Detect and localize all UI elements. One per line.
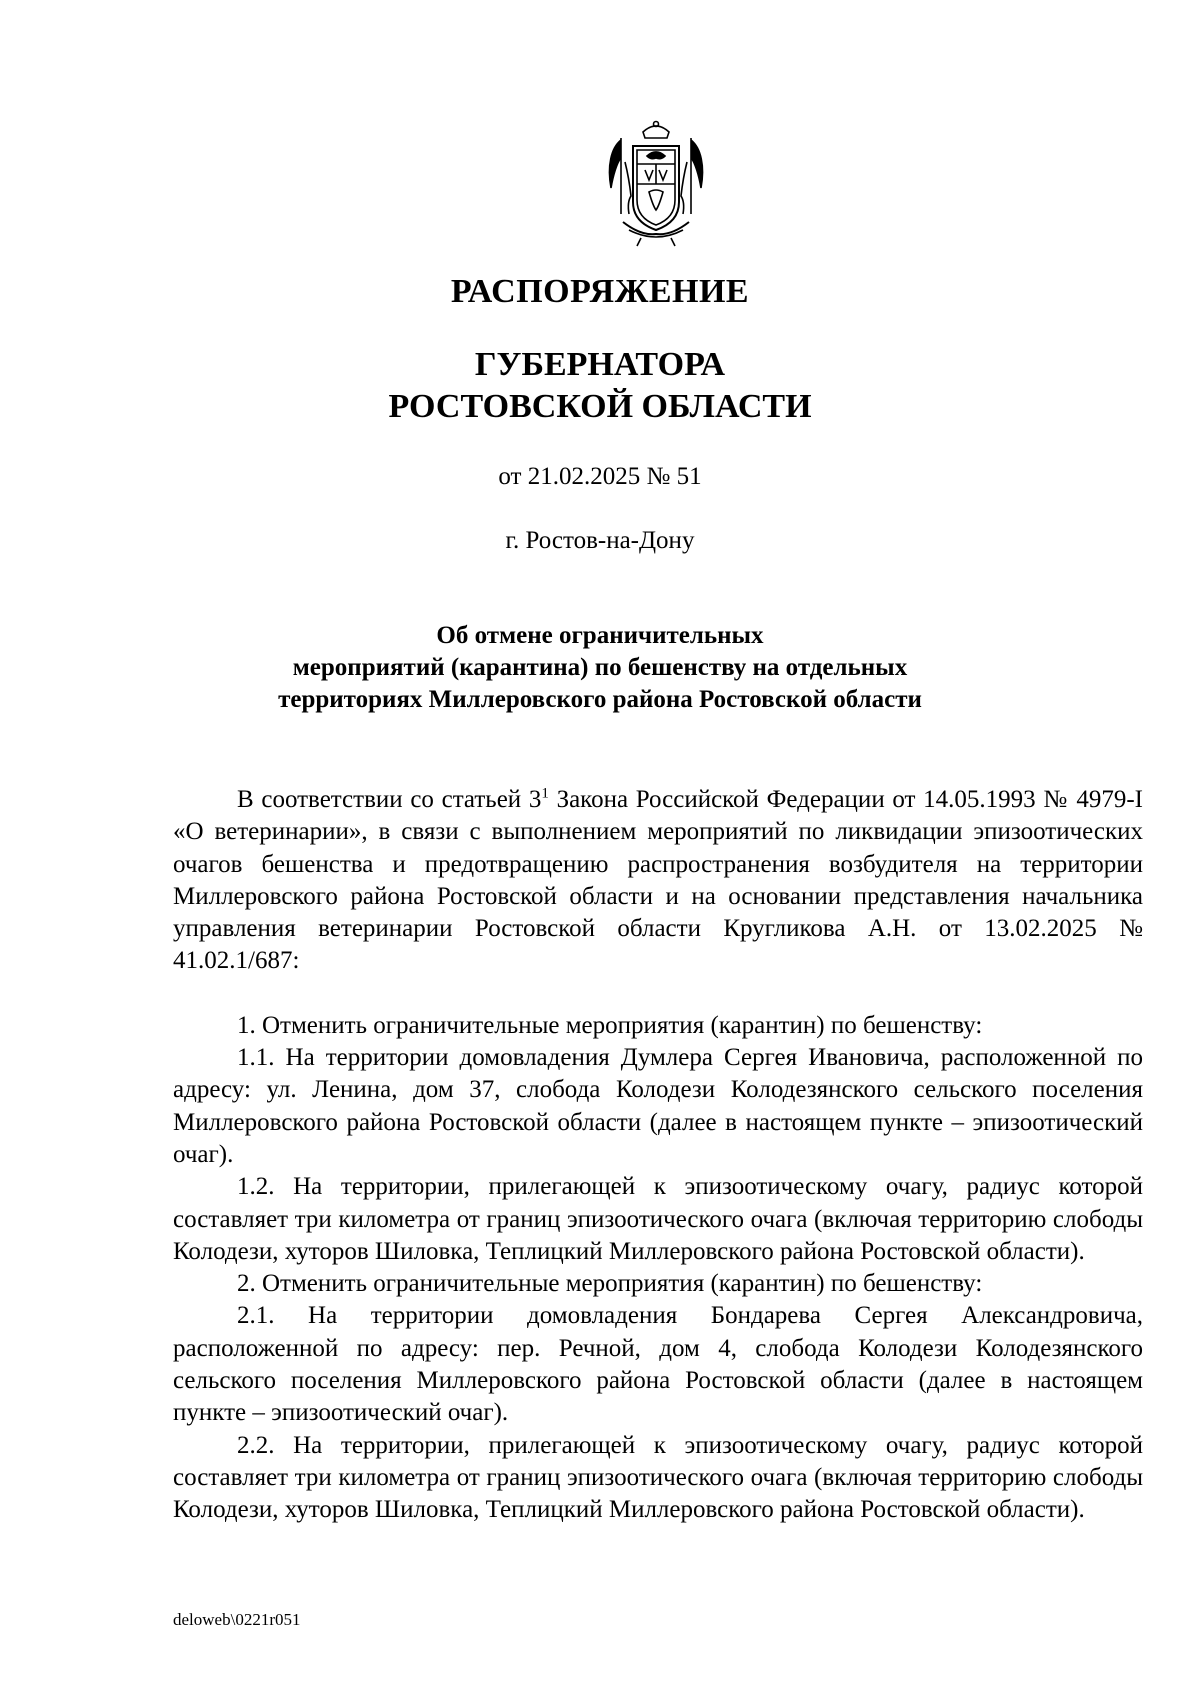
issuer-title [0, 344, 1200, 428]
item-2: 2. Отменить ограничительные мероприятия (карантин) по бешенству: [237, 1270, 983, 1298]
document-city: г. Ростов-на-Дону [505, 527, 695, 554]
article-superscript: 1 [541, 785, 549, 802]
coat-of-arms-icon [601, 118, 711, 250]
issuer-line-1: ГУБЕРНАТОРА [474, 346, 726, 383]
subject-line-2: мероприятий (карантина) по бешенству на отдельных [292, 654, 908, 681]
preamble-text-end: Закона Российской Федерации от 14.05.1993 № 4979-I «О ветеринарии», в связи с выполнением мероприятий по ликвидации эпизоотических очагов бешенства и предотвращению распространения возбудителя на территории Миллеровского района Ростовской области и на основании представления начальника управления ветеринарии Ростовской области Кругликова А.Н. от 13.02.2025 № 41.02.1/687: [173, 786, 1143, 975]
subject-line-1: Об отмене ограничительных [436, 622, 764, 649]
item-1-2: 1.2. На территории, прилегающей к эпизоотическому очагу, радиус которой составляет три километра от границ эпизоотического очага (включая территорию слободы Колодези, хуторов Шиловка, Теплицкий Миллеровского района Ростовской области). [173, 1173, 1143, 1265]
document-body [173, 784, 1143, 1527]
subject-line-3: территориях Миллеровского района Ростовской области [278, 686, 922, 713]
document-subject [0, 620, 1200, 716]
preamble-text-start: В соответствии со статьей 3 [237, 786, 542, 813]
item-1: 1. Отменить ограничительные мероприятия (карантин) по бешенству: [237, 1011, 983, 1039]
item-1-1: 1.1. На территории домовладения Думлера Сергея Ивановича, расположенной по адресу: ул. Ленина, дом 37, слобода Колодези Колодезянского сельского поселения Миллеровского района Ростовской области (далее в настоящем пункте – эпизоотический очаг). [173, 1044, 1143, 1168]
preamble-paragraph [173, 784, 1143, 978]
document-date-number: от 21.02.2025 № 51 [498, 463, 702, 490]
item-2-1: 2.1. На территории домовладения Бондарева Сергея Александровича, расположенной по адресу: пер. Речной, дом 4, слобода Колодези Колодезянского сельского поселения Миллеровского района Ростовской области (далее в настоящем пункте – эпизоотический очаг). [173, 1302, 1143, 1427]
document-type-title: РАСПОРЯЖЕНИЕ [450, 273, 750, 310]
footer-document-code: deloweb\0221r051 [173, 1610, 301, 1629]
item-2-2: 2.2. На территории, прилегающей к эпизоотическому очагу, радиус которой составляет три километра от границ эпизоотического очага (включая территорию слободы Колодези, хуторов Шиловка, Теплицкий Миллеровского района Ростовской области). [173, 1431, 1143, 1524]
issuer-line-2: РОСТОВСКОЙ ОБЛАСТИ [388, 388, 812, 425]
